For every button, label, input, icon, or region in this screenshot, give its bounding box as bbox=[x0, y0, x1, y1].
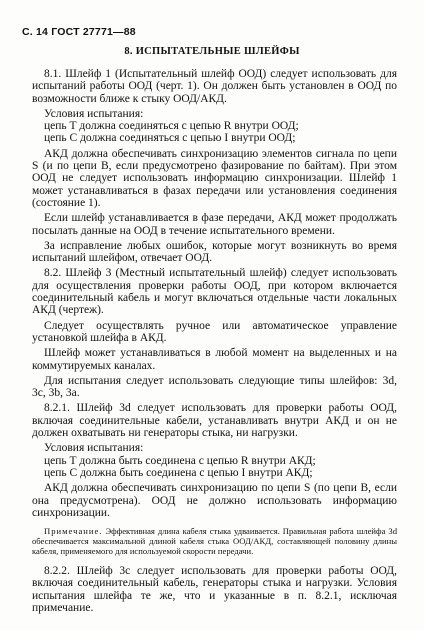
paragraph-8-1: 8.1. Шлейф 1 (Испытательный шлейф ООД) следует использовать для испытаний работы ООД (черт. 1). Он должен быть установлен в ООД по возможности ближе к стыку ООД/АКД. bbox=[32, 68, 397, 105]
condition-circuit-t-2: цепь Т должна быть соединена с цепью R внутри АКД; bbox=[44, 454, 316, 467]
paragraph-sync-2: АКД должна обеспечивать синхронизацию по цепи S (по цепи В, если она предусмотрена). ООД не должно использовать информацию синхронизации. bbox=[32, 482, 397, 519]
condition-circuit-t: цепь Т должна соединяться с цепью R внутри ООД; bbox=[44, 120, 299, 133]
paragraph-8-2-2: 8.2.2. Шлейф 3c следует использовать для проверки работы ООД, включая соединительный кабель, генераторы стыка и нагрузки. Условия испытания шлейфа те же, что и указанные в п. 8.2.1, исключая примечание. bbox=[32, 565, 397, 614]
note bbox=[32, 526, 397, 556]
paragraph-loop-types: Для испытания следует использовать следующие типы шлейфов: 3d, 3c, 3b, 3a. bbox=[32, 374, 397, 400]
paragraph-control: Следует осуществлять ручное или автоматическое управление установкой шлейфа в АКД. bbox=[32, 319, 397, 344]
paragraph-transfer-phase: Если шлейф устанавливается в фазе передачи, АКД может продолжать посылать данные на ООД в течение испытательного времени. bbox=[32, 212, 397, 237]
test-conditions-label: Условия испытания: bbox=[44, 107, 144, 120]
page-header: С. 14 ГОСТ 27771—88 bbox=[22, 26, 136, 38]
note-text: Эффективная длина кабеля стыка удваивается. Правильная работа шлейфа 3d обеспечивается максимальной длиной кабеля стыка ООД/АКД, составляющей половину длины кабеля, применяемого для используемой скорости передачи. bbox=[32, 526, 398, 557]
paragraph-8-2: 8.2. Шлейф 3 (Местный испытательный шлейф) следует использовать для осуществления проверки работы ООД, при котором включается соединительный кабель и могут включаться отдельные части локальных АКД (чертеж). bbox=[32, 267, 397, 317]
paragraph-channels: Шлейф может устанавливаться в любой момент на выделенных и на коммутируемых каналах. bbox=[32, 347, 397, 372]
paragraph-errors: За исправление любых ошибок, которые могут возникнуть во время испытаний шлейфом, отвечает ООД. bbox=[32, 239, 397, 265]
condition-circuit-c-2: цепь С должна быть соединена с цепью I внутри АКД; bbox=[44, 466, 313, 479]
paragraph-sync: АКД должна обеспечивать синхронизацию элементов сигнала по цепи S (и по цепи В, если предусмотрено фазирование по байтам). При этом ООД не следует использовать информацию синхронизации. Шлейф 1 может устанавливаться в фазах передачи или установления соединения (состояние 1). bbox=[32, 147, 397, 209]
test-conditions-label-2: Условия испытания: bbox=[44, 442, 144, 455]
note-label: Примечание. bbox=[44, 526, 103, 537]
condition-circuit-c: цепь С должна соединяться с цепью I внутри ООД; bbox=[44, 132, 296, 145]
document-body bbox=[32, 68, 397, 617]
paragraph-8-2-1: 8.2.1. Шлейф 3d следует использовать для проверки работы ООД, включая соединительные кабели, устанавливать внутри АКД и он не должен охватывать ни генераторы стыка, ни нагрузки. bbox=[32, 402, 397, 440]
section-title: 8. ИСПЫТАТЕЛЬНЫЕ ШЛЕЙФЫ bbox=[124, 46, 300, 57]
